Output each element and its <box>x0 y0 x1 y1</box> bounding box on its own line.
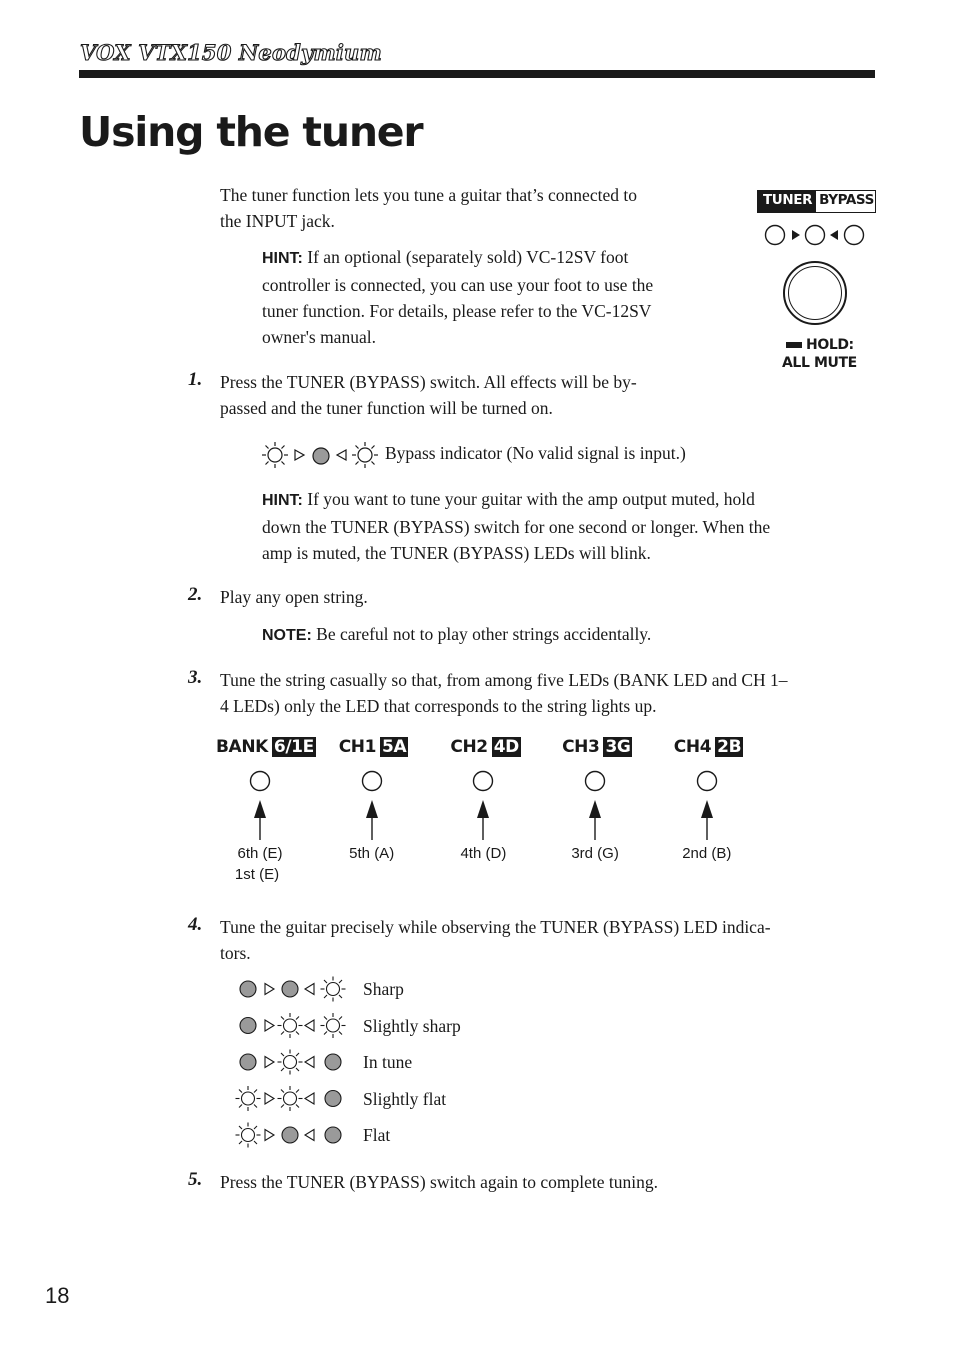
string-note-box: 3G <box>605 737 631 757</box>
tuning-state-label: Sharp <box>363 979 404 999</box>
unlit-led-icon <box>240 1018 256 1034</box>
tuning-state-label: In tune <box>363 1052 413 1072</box>
bypass-indicator-text: Bypass indicator (No valid signal is input.) <box>385 443 686 463</box>
unlit-led-icon <box>325 1054 341 1070</box>
tuning-indicator-icons <box>230 972 355 1152</box>
string-name <box>662 843 752 864</box>
lit-led-icon <box>262 442 288 468</box>
lit-led-icon <box>236 1086 261 1111</box>
hint-label: HINT: <box>262 250 303 267</box>
header-rule <box>79 70 875 78</box>
unlit-led-icon <box>282 981 298 997</box>
intro-paragraph <box>220 182 637 234</box>
page-title: Using the tuner <box>79 108 423 156</box>
step-line: Tune the guitar precisely while observing the TUNER (BYPASS) LED indica- <box>220 917 771 937</box>
string-note-box: 4D <box>493 737 519 757</box>
lit-led-icon <box>321 1013 346 1038</box>
led-circle <box>697 772 716 791</box>
unlit-led-icon <box>325 1091 341 1107</box>
up-arrow-icon <box>701 800 713 818</box>
string-name <box>438 843 528 864</box>
document-header-title: VOX VTX150 Neodymium <box>80 40 382 65</box>
tuning-state-label: Slightly sharp <box>363 1015 461 1036</box>
step-1-hint <box>262 486 770 566</box>
string-name-line: 3rd (G) <box>571 845 619 862</box>
step-4-text <box>220 914 771 966</box>
led-label-bank <box>216 737 316 757</box>
led-name: CH3 <box>562 737 600 757</box>
led-arrow-graphic <box>471 770 495 842</box>
unlit-led-icon <box>240 981 256 997</box>
step-line: Press the TUNER (BYPASS) switch. All effects will be by- <box>220 372 637 392</box>
step-3-text <box>220 667 788 719</box>
led-name: CH4 <box>673 737 712 757</box>
intro-line: The tuner function lets you tune a guitar that’s connected to <box>220 185 637 205</box>
unlit-led-icon <box>325 1127 341 1143</box>
lit-led-icon <box>352 442 378 468</box>
up-arrow-icon <box>254 800 266 818</box>
step-1-text <box>220 369 637 421</box>
string-name-line: 2nd (B) <box>682 845 732 862</box>
tuner-label: TUNER <box>758 191 816 212</box>
all-mute-label: ALL MUTE <box>782 355 857 371</box>
lit-led-icon <box>321 977 346 1002</box>
led-arrow-graphic <box>248 770 272 842</box>
led-name: BANK <box>216 737 268 757</box>
step-2-note <box>262 621 651 649</box>
led-name: CH2 <box>450 737 488 757</box>
lit-led-icon <box>236 1123 261 1148</box>
unlit-led-icon <box>240 1054 256 1070</box>
hint-text: tuner function. For details, please refer to the VC-12SV <box>262 301 652 321</box>
led-label-ch3 <box>562 737 632 757</box>
led-circle <box>586 772 605 791</box>
string-note-box: 6/1E <box>273 737 314 757</box>
led-arrow-graphic <box>583 770 607 842</box>
hint-text: controller is connected, you can use your foot to use the <box>262 275 654 295</box>
string-name-line: 1st (E) <box>234 866 280 883</box>
tuning-state-label: Slightly flat <box>363 1088 447 1109</box>
led-label-ch1 <box>339 737 409 757</box>
step-number: 5. <box>188 1169 203 1190</box>
string-note-box: 5A <box>382 737 407 757</box>
string-name <box>215 843 305 885</box>
step-5-text: Press the TUNER (BYPASS) switch again to complete tuning. <box>220 1172 658 1192</box>
hint-text: If you want to tune your guitar with the amp output muted, hold <box>302 489 755 509</box>
led-arrow-graphic <box>695 770 719 842</box>
tuner-footswitch[interactable] <box>783 261 847 325</box>
up-arrow-icon <box>477 800 489 818</box>
intro-hint <box>262 244 653 350</box>
hint-label: HINT: <box>262 492 303 509</box>
hold-label: HOLD: <box>806 337 854 353</box>
unlit-led-icon <box>282 1127 298 1143</box>
tuner-led-row <box>760 222 870 250</box>
step-line: tors. <box>220 943 251 963</box>
led-circle <box>474 772 493 791</box>
hint-text: owner's manual. <box>262 327 376 347</box>
led-label-ch4 <box>674 737 743 757</box>
note-text: Be careful not to play other strings accidentally. <box>311 624 652 644</box>
step-number: 4. <box>188 914 203 935</box>
lit-led-icon <box>278 1086 303 1111</box>
led-circle <box>251 772 270 791</box>
step-line: Tune the string casually so that, from among five LEDs (BANK LED and CH 1– <box>220 670 788 690</box>
led-circle <box>362 772 381 791</box>
step-line: passed and the tuner function will be turned on. <box>220 398 553 418</box>
tuning-state-label: Flat <box>363 1125 391 1145</box>
led-arrow-graphic <box>360 770 384 842</box>
bypass-label: BYPASS <box>819 192 874 208</box>
hint-text: If an optional (separately sold) VC-12SV foot <box>302 247 629 267</box>
hold-label-row <box>786 336 854 354</box>
step-line: 4 LEDs) only the LED that corresponds to the string lights up. <box>220 696 657 716</box>
string-name-line: 6th (E) <box>237 845 283 862</box>
string-note-box: 2B <box>717 737 742 757</box>
string-name-line: 4th (D) <box>460 845 507 862</box>
note-label: NOTE: <box>262 627 312 644</box>
string-name <box>550 843 640 864</box>
tuner-bypass-label <box>757 190 876 213</box>
step-2-text: Play any open string. <box>220 587 368 607</box>
step-number: 3. <box>188 667 203 688</box>
step-number: 2. <box>188 584 203 605</box>
lit-led-icon <box>278 1050 303 1075</box>
hint-text: down the TUNER (BYPASS) switch for one second or longer. When the <box>262 517 771 537</box>
hint-text: amp is muted, the TUNER (BYPASS) LEDs will blink. <box>262 543 651 563</box>
page-number: 18 <box>45 1283 70 1308</box>
led-label-ch2 <box>450 737 520 757</box>
up-arrow-icon <box>589 800 601 818</box>
string-name-line: 5th (A) <box>349 845 395 862</box>
string-name <box>327 843 417 864</box>
led-name: CH1 <box>338 737 377 757</box>
up-arrow-icon <box>366 800 378 818</box>
bypass-indicator-icon <box>262 440 382 470</box>
lit-led-icon <box>278 1013 303 1038</box>
step-number: 1. <box>188 369 203 390</box>
intro-line: the INPUT jack. <box>220 211 335 231</box>
